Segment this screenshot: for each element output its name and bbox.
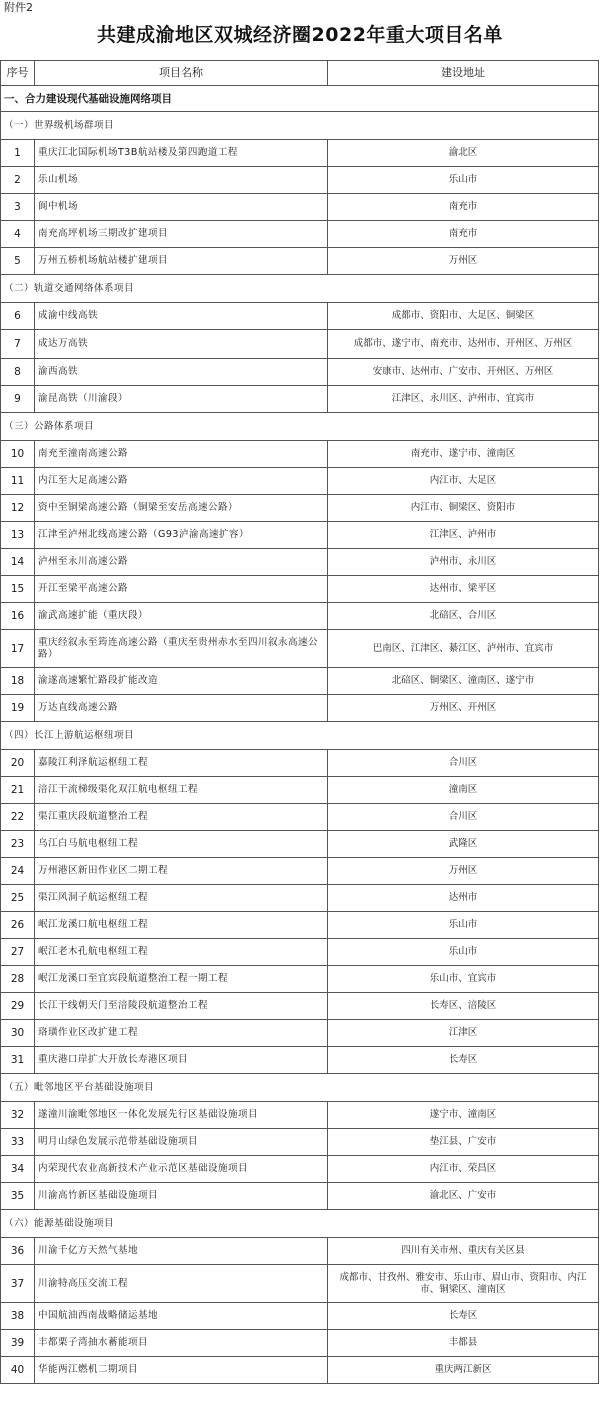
row-name: 渠江风洞子航运枢纽工程 [35,885,328,912]
row-no: 14 [1,549,35,576]
row-no: 1 [1,140,35,167]
table-row [1,1156,599,1183]
section-title: 一、合力建设现代基础设施网络项目 [1,86,599,112]
row-name: 长江干线朝天门至涪陵段航道整治工程 [35,993,328,1020]
row-no: 25 [1,885,35,912]
table-body [1,86,599,1384]
row-location: 成都市、甘孜州、雅安市、乐山市、眉山市、资阳市、内江市、铜梁区、潼南区 [328,1265,599,1303]
header-no: 序号 [1,61,35,86]
row-location: 垫江县、广安市 [328,1129,599,1156]
group-title: （五）毗邻地区平台基础设施项目 [1,1074,599,1102]
group-row [1,112,599,140]
table-row [1,495,599,522]
header-name: 项目名称 [35,61,328,86]
row-location: 遂宁市、潼南区 [328,1102,599,1129]
row-location: 长寿区、涪陵区 [328,993,599,1020]
row-no: 39 [1,1330,35,1357]
table-row [1,576,599,603]
table-row [1,221,599,248]
row-no: 3 [1,194,35,221]
row-name: 阆中机场 [35,194,328,221]
table-row [1,303,599,330]
row-no: 28 [1,966,35,993]
table-row [1,167,599,194]
row-no: 7 [1,330,35,359]
group-title: （四）长江上游航运枢纽项目 [1,722,599,750]
group-row [1,1210,599,1238]
row-location: 乐山市 [328,939,599,966]
table-row [1,1303,599,1330]
table-row [1,750,599,777]
row-location: 江津区、泸州市 [328,522,599,549]
table-row [1,194,599,221]
row-location: 万州区、开州区 [328,695,599,722]
table-row [1,966,599,993]
group-title: （二）轨道交通网络体系项目 [1,275,599,303]
group-title: （六）能源基础设施项目 [1,1210,599,1238]
row-no: 36 [1,1238,35,1265]
table-row [1,777,599,804]
row-location: 内江市、荣昌区 [328,1156,599,1183]
row-location: 渝北区 [328,140,599,167]
row-location: 成都市、遂宁市、南充市、达州市、开州区、万州区 [328,330,599,359]
row-no: 20 [1,750,35,777]
row-name: 开江至梁平高速公路 [35,576,328,603]
row-location: 万州区 [328,858,599,885]
attachment-label: 附件2 [4,1,33,14]
row-name: 丰都栗子湾抽水蓄能项目 [35,1330,328,1357]
table-row [1,831,599,858]
row-location: 内江市、大足区 [328,468,599,495]
row-no: 26 [1,912,35,939]
row-name: 重庆江北国际机场T3B航站楼及第四跑道工程 [35,140,328,167]
row-name: 万达直线高速公路 [35,695,328,722]
table-row [1,140,599,167]
row-no: 4 [1,221,35,248]
row-location: 泸州市、永川区 [328,549,599,576]
row-name: 南充高坪机场三期改扩建项目 [35,221,328,248]
row-location: 达州市 [328,885,599,912]
row-name: 岷江老木孔航电枢纽工程 [35,939,328,966]
row-location: 北碚区、合川区 [328,603,599,630]
row-no: 30 [1,1020,35,1047]
table-row [1,522,599,549]
row-location: 南充市、遂宁市、潼南区 [328,441,599,468]
row-no: 15 [1,576,35,603]
header-location: 建设地址 [328,61,599,86]
row-no: 5 [1,248,35,275]
table-row [1,549,599,576]
table-row [1,603,599,630]
row-name: 南充至潼南高速公路 [35,441,328,468]
group-row [1,1074,599,1102]
row-location: 乐山市、宜宾市 [328,966,599,993]
row-name: 遂潼川渝毗邻地区一体化发展先行区基础设施项目 [35,1102,328,1129]
row-name: 川渝特高压交流工程 [35,1265,328,1303]
table-row [1,668,599,695]
table-row [1,1102,599,1129]
row-location: 达州市、梁平区 [328,576,599,603]
row-no: 2 [1,167,35,194]
table-row [1,248,599,275]
row-name: 万州五桥机场航站楼扩建项目 [35,248,328,275]
row-name: 乐山机场 [35,167,328,194]
row-no: 17 [1,630,35,668]
row-name: 明月山绿色发展示范带基础设施项目 [35,1129,328,1156]
row-no: 13 [1,522,35,549]
table-row [1,630,599,668]
row-no: 34 [1,1156,35,1183]
row-no: 21 [1,777,35,804]
row-no: 11 [1,468,35,495]
table-row [1,1238,599,1265]
row-location: 南充市 [328,194,599,221]
table-row [1,1183,599,1210]
row-name: 渝西高铁 [35,359,328,386]
row-no: 18 [1,668,35,695]
table-row [1,1129,599,1156]
row-name: 华能两江燃机二期项目 [35,1357,328,1384]
row-no: 23 [1,831,35,858]
row-no: 31 [1,1047,35,1074]
table-row [1,1357,599,1384]
row-location: 合川区 [328,750,599,777]
row-name: 内荣现代农业高新技术产业示范区基础设施项目 [35,1156,328,1183]
row-name: 资中至铜梁高速公路（铜梁至安岳高速公路） [35,495,328,522]
row-name: 内江至大足高速公路 [35,468,328,495]
row-location: 万州区 [328,248,599,275]
row-name: 江津至泸州北线高速公路（G93泸渝高速扩容） [35,522,328,549]
row-no: 19 [1,695,35,722]
table-row [1,386,599,413]
row-no: 29 [1,993,35,1020]
row-location: 长寿区 [328,1047,599,1074]
table-row [1,858,599,885]
row-location: 武隆区 [328,831,599,858]
row-no: 32 [1,1102,35,1129]
row-no: 8 [1,359,35,386]
row-no: 35 [1,1183,35,1210]
row-location: 南充市 [328,221,599,248]
row-no: 40 [1,1357,35,1384]
row-name: 泸州至永川高速公路 [35,549,328,576]
group-row [1,275,599,303]
row-location: 巴南区、江津区、綦江区、泸州市、宜宾市 [328,630,599,668]
table-row [1,912,599,939]
row-name: 涪江干流梯级渠化双江航电枢纽工程 [35,777,328,804]
row-no: 22 [1,804,35,831]
row-location: 江津区 [328,1020,599,1047]
row-name: 重庆经叙永至筠连高速公路（重庆至贵州赤水至四川叙永高速公路） [35,630,328,668]
table-row [1,695,599,722]
row-name: 万州港区新田作业区二期工程 [35,858,328,885]
row-name: 渝昆高铁（川渝段） [35,386,328,413]
row-no: 12 [1,495,35,522]
group-row [1,413,599,441]
table-row [1,993,599,1020]
table-row [1,1047,599,1074]
row-no: 24 [1,858,35,885]
row-location: 重庆两江新区 [328,1357,599,1384]
row-name: 乌江白马航电枢纽工程 [35,831,328,858]
row-location: 四川有关市州、重庆有关区县 [328,1238,599,1265]
table-row [1,1330,599,1357]
row-name: 渠江重庆段航道整治工程 [35,804,328,831]
row-name: 重庆港口岸扩大开放长寿港区项目 [35,1047,328,1074]
group-title: （一）世界级机场群项目 [1,112,599,140]
row-location: 渝北区、广安市 [328,1183,599,1210]
page-title: 共建成渝地区双城经济圈2022年重大项目名单 [97,24,503,46]
project-table [0,60,599,1384]
table-row [1,804,599,831]
row-name: 嘉陵江利泽航运枢纽工程 [35,750,328,777]
row-no: 33 [1,1129,35,1156]
table-row [1,1265,599,1303]
row-location: 长寿区 [328,1303,599,1330]
row-name: 成达万高铁 [35,330,328,359]
row-location: 丰都县 [328,1330,599,1357]
row-location: 合川区 [328,804,599,831]
table-row [1,359,599,386]
table-row [1,441,599,468]
row-name: 成渝中线高铁 [35,303,328,330]
row-name: 渝遂高速繁忙路段扩能改造 [35,668,328,695]
group-title: （三）公路体系项目 [1,413,599,441]
row-location: 潼南区 [328,777,599,804]
row-name: 渝武高速扩能（重庆段） [35,603,328,630]
row-name: 岷江龙溪口航电枢纽工程 [35,912,328,939]
table-row [1,468,599,495]
row-location: 江津区、永川区、泸州市、宜宾市 [328,386,599,413]
row-location: 乐山市 [328,167,599,194]
row-name: 岷江龙溪口至宜宾段航道整治工程一期工程 [35,966,328,993]
table-row [1,939,599,966]
row-no: 38 [1,1303,35,1330]
row-no: 27 [1,939,35,966]
row-name: 珞璜作业区改扩建工程 [35,1020,328,1047]
table-row [1,330,599,359]
table-row [1,1020,599,1047]
table-row [1,885,599,912]
row-no: 10 [1,441,35,468]
row-no: 37 [1,1265,35,1303]
row-no: 9 [1,386,35,413]
row-location: 内江市、铜梁区、资阳市 [328,495,599,522]
row-no: 6 [1,303,35,330]
row-no: 16 [1,603,35,630]
row-name: 川渝千亿方天然气基地 [35,1238,328,1265]
row-name: 中国航油西南战略储运基地 [35,1303,328,1330]
row-location: 成都市、资阳市、大足区、铜梁区 [328,303,599,330]
group-row [1,722,599,750]
row-location: 安康市、达州市、广安市、开州区、万州区 [328,359,599,386]
row-location: 北碚区、铜梁区、潼南区、遂宁市 [328,668,599,695]
section-row [1,86,599,112]
row-location: 乐山市 [328,912,599,939]
row-name: 川渝高竹新区基础设施项目 [35,1183,328,1210]
